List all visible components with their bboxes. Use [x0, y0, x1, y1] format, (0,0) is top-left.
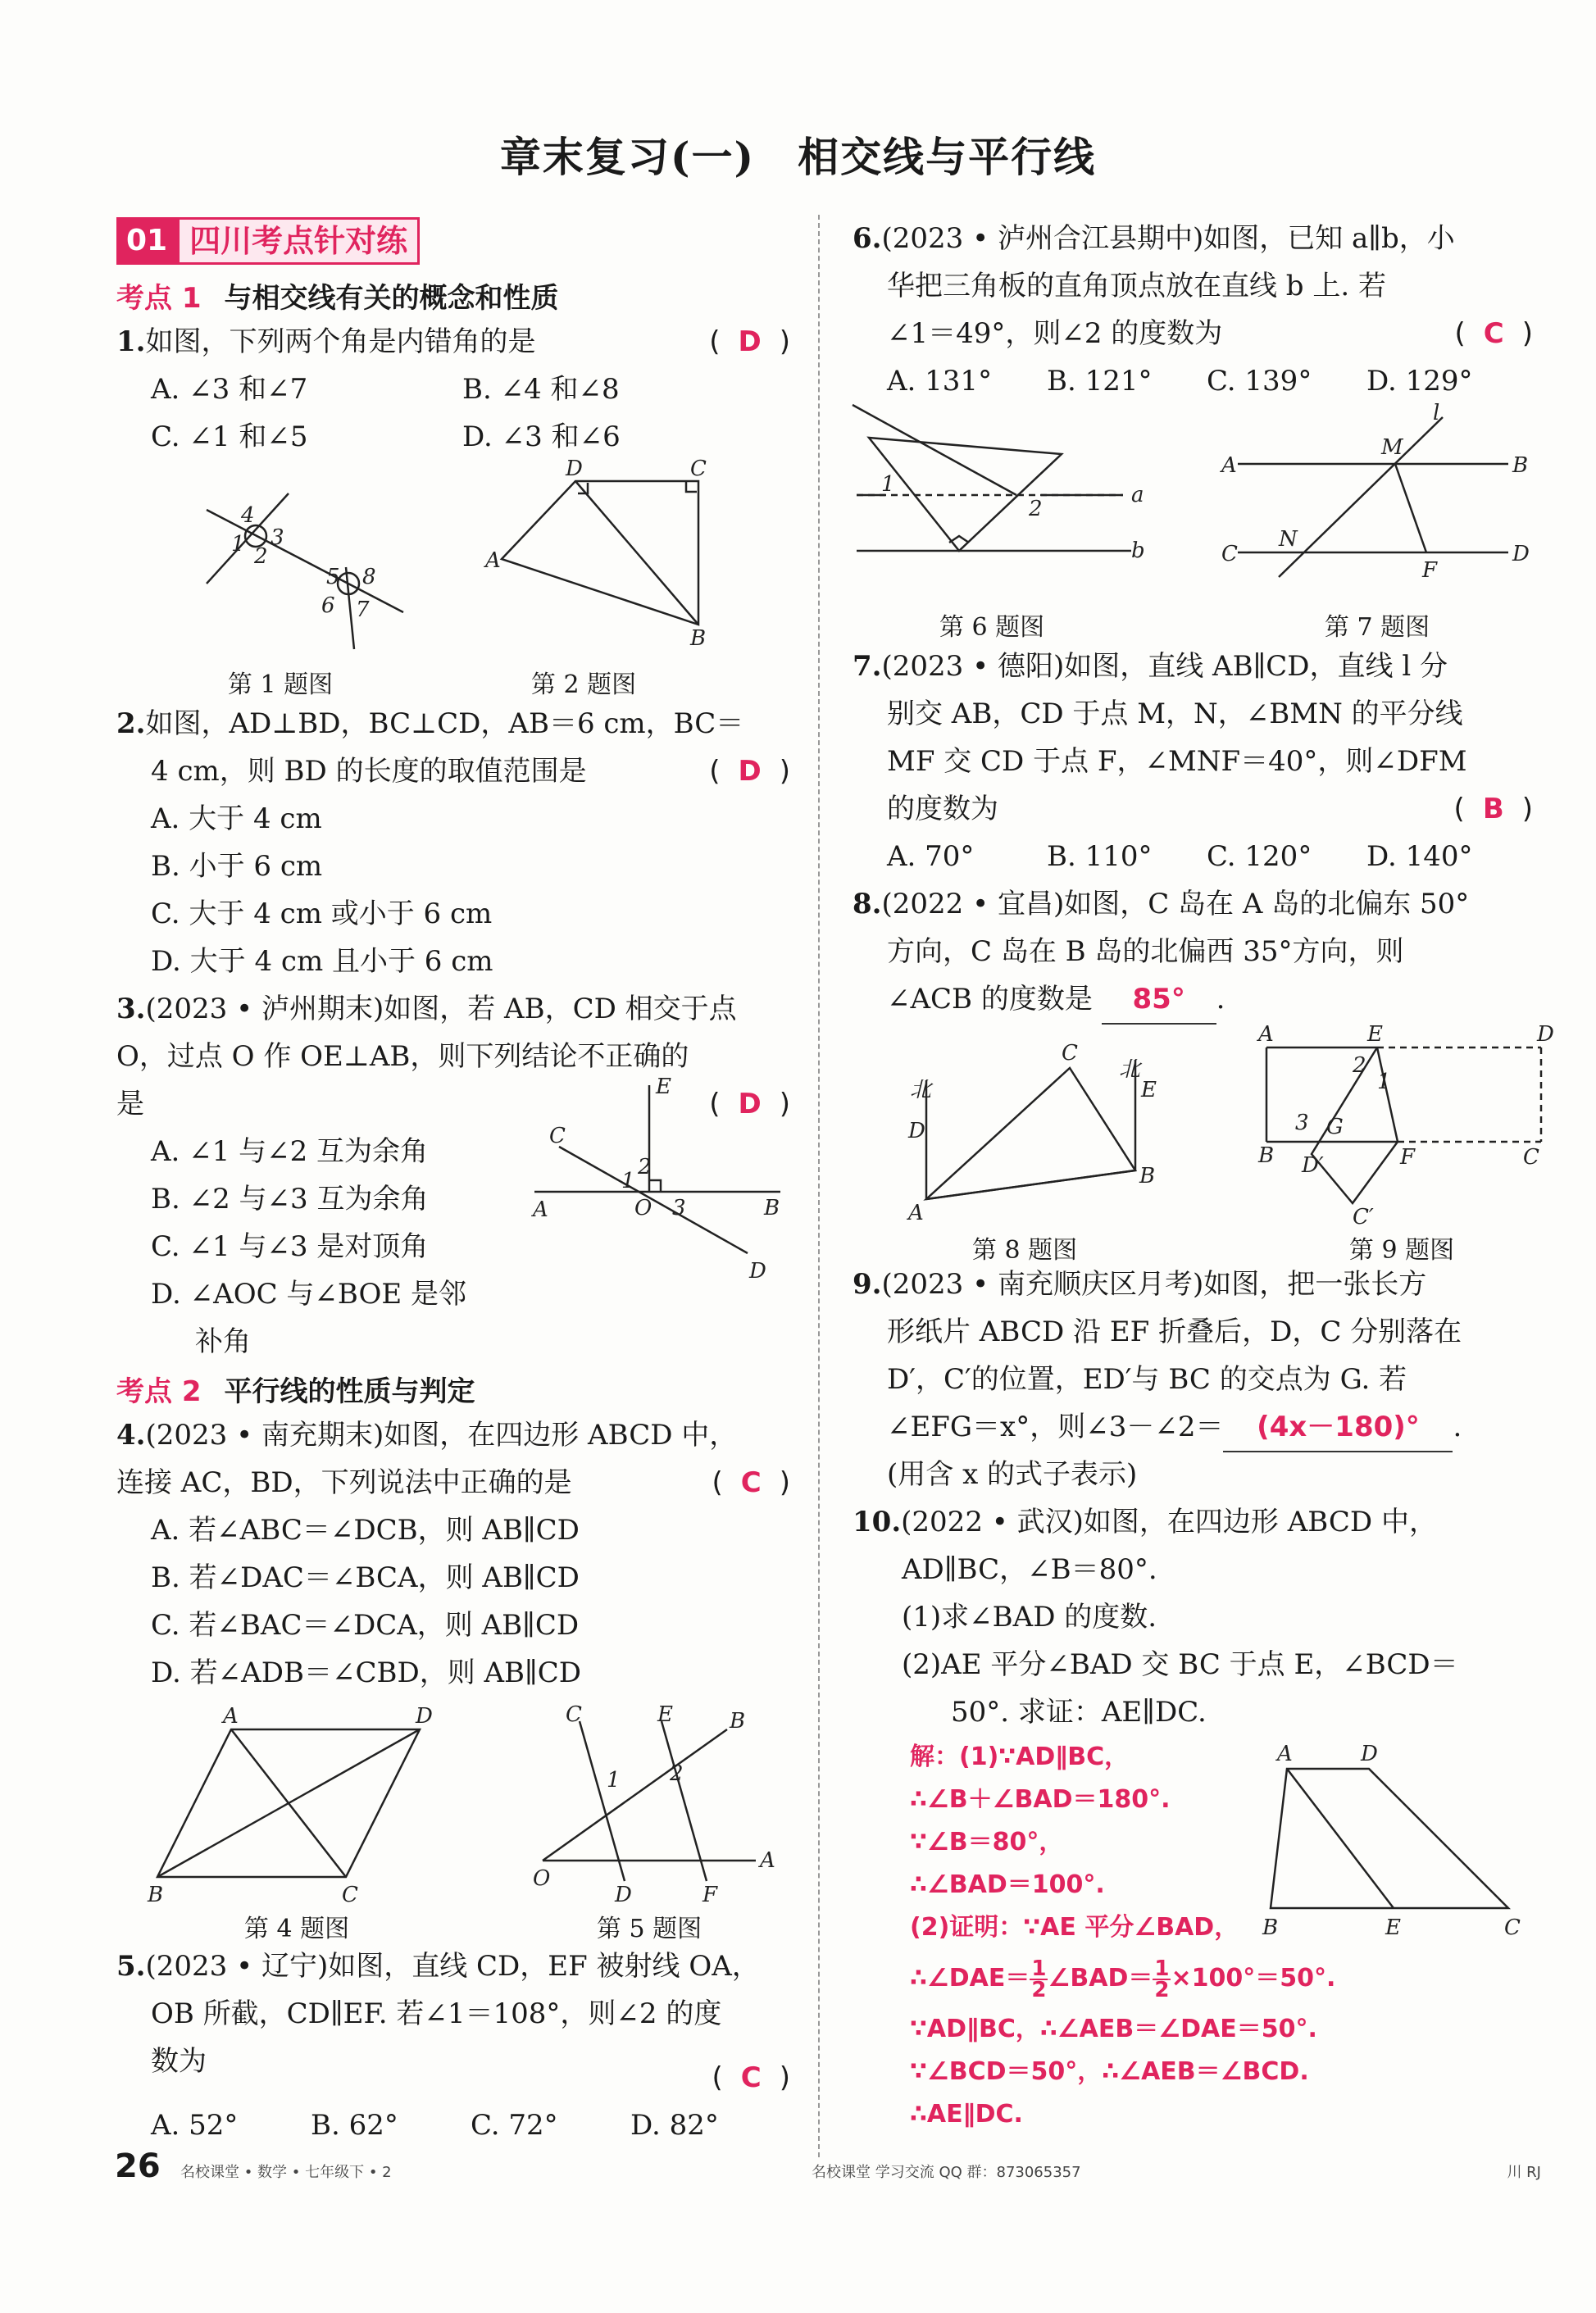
svg-text:D′: D′: [1302, 1153, 1324, 1178]
svg-text:C: C: [1504, 1915, 1521, 1940]
q2-line1: 2.如图，AD⊥BD，BC⊥CD，AB＝6 cm，BC＝: [116, 707, 744, 740]
q3-line1: 3.(2023 • 泸州期末)如图，若 AB，CD 相交于点: [116, 993, 737, 1025]
svg-text:8: 8: [362, 565, 376, 589]
q6-line2: 华把三角板的直角顶点放在直线 b 上. 若: [887, 270, 1386, 302]
svg-text:2: 2: [1029, 497, 1043, 521]
svg-text:F: F: [703, 1883, 718, 1907]
q3-line2: O，过点 O 作 OE⊥AB，则下列结论不正确的: [116, 1040, 689, 1073]
fig6-caption: 第 6 题图: [939, 613, 1045, 642]
fig9-caption: 第 9 题图: [1348, 1236, 1455, 1265]
svg-text:B: B: [1139, 1164, 1156, 1188]
section-number: 01: [116, 217, 177, 265]
q8-line3: ∠ACB 的度数是 85° .: [853, 975, 1533, 1023]
q4-option-c: C. 若∠BAC＝∠DCA，则 AB∥CD: [151, 1609, 580, 1642]
svg-text:D: D: [615, 1883, 632, 1907]
svg-text:a: a: [1131, 483, 1144, 507]
svg-text:E: E: [656, 1075, 671, 1099]
q6-line1: 6.(2023 • 泸州合江县期中)如图，已知 a∥b，小: [853, 222, 1455, 255]
kaodian-2-heading: 考点 2 平行线的性质与判定: [116, 1375, 475, 1408]
fig7-caption: 第 7 题图: [1324, 613, 1430, 642]
q8-line2: 方向，C 岛在 B 岛的北偏西 35°方向，则: [887, 935, 1404, 968]
svg-text:D: D: [1361, 1742, 1378, 1766]
svg-text:1: 1: [607, 1768, 621, 1793]
svg-text:B: B: [1258, 1143, 1275, 1168]
svg-text:E: E: [1141, 1078, 1157, 1102]
solution-line-5: (2)证明：∵AE 平分∠BAD，: [910, 1913, 1239, 1942]
q1-options-row2: C. ∠1 和∠5 D. ∠3 和∠6: [151, 420, 621, 453]
page-title: 章末复习(一) 相交线与平行线: [499, 133, 1097, 181]
q5-options: A. 52° B. 62° C. 72° D. 82°: [151, 2109, 719, 2142]
q3-line3: 是 ( D ): [116, 1080, 790, 1128]
svg-text:F: F: [1400, 1145, 1416, 1170]
q5-line1: 5.(2023 • 辽宁)如图，直线 CD，EF 被射线 OA，: [116, 1950, 760, 1983]
figure-q1: [116, 457, 790, 666]
section-header: [116, 215, 790, 267]
solution-line-1: 解：(1)∵AD∥BC，: [910, 1743, 1130, 1771]
q4-answer: ( C ): [712, 1466, 790, 1499]
figure-q10: [1262, 1744, 1533, 1941]
q1-options-row1: A. ∠3 和∠7 B. ∠4 和∠8: [151, 373, 620, 406]
svg-text:A: A: [760, 1848, 775, 1873]
fig1-caption: 第 1 题图: [227, 670, 334, 699]
q5-line3: 数为: [151, 2045, 207, 2078]
q9-line1: 9.(2023 • 南充顺庆区月考)如图，把一张长方: [853, 1268, 1427, 1301]
q7-line1: 7.(2023 • 德阳)如图，直线 AB∥CD，直线 l 分: [853, 650, 1448, 683]
q3-option-b: B. ∠2 与∠3 互为余角: [151, 1183, 429, 1216]
fig5-caption: 第 5 题图: [596, 1915, 703, 1943]
page-footer: [115, 2147, 1541, 2188]
figure-row-6-7: [853, 401, 1533, 643]
q10-line2: AD∥BC，∠B＝80°.: [902, 1553, 1157, 1586]
q6-line3: ∠1＝49°，则∠2 的度数为 ( C ): [853, 310, 1533, 357]
q7-options: A. 70° B. 110° C. 120° D. 140°: [887, 840, 1473, 873]
q7-line4: 的度数为 ( B ): [853, 785, 1533, 833]
svg-text:A: A: [908, 1201, 924, 1225]
figure-q3: [534, 1077, 797, 1298]
svg-text:C: C: [690, 457, 707, 481]
svg-text:l: l: [1433, 401, 1440, 425]
q2-option-c: C. 大于 4 cm 或小于 6 cm: [151, 897, 493, 930]
svg-text:C: C: [566, 1702, 582, 1727]
svg-text:6: 6: [321, 593, 335, 618]
solution-line-7: ∵AD∥BC，∴∠AEB＝∠DAE＝50°.: [910, 2015, 1317, 2043]
svg-text:O: O: [634, 1196, 652, 1220]
q6-answer: ( C ): [1454, 317, 1533, 350]
svg-text:E: E: [1367, 1022, 1383, 1047]
svg-text:A: A: [485, 548, 501, 573]
q8-line1: 8.(2022 • 宜昌)如图，C 岛在 A 岛的北偏东 50°: [853, 888, 1470, 920]
svg-text:D: D: [908, 1119, 925, 1143]
q2-line2: 4 cm，则 BD 的长度的取值范围是 ( D ): [116, 748, 790, 795]
svg-text:3: 3: [672, 1196, 686, 1220]
figure-q8-q9: [853, 1022, 1554, 1229]
svg-text:N: N: [1279, 527, 1298, 552]
svg-text:C: C: [342, 1883, 358, 1907]
solution-line-6: ∴∠DAE＝ $\frac{1}{2}$ ∠BAD＝ $\frac{1}{2}$ ×100°＝50°.: [910, 1956, 1336, 2002]
svg-text:G: G: [1326, 1115, 1344, 1139]
svg-text:F: F: [1422, 558, 1438, 583]
svg-text:C′: C′: [1353, 1205, 1374, 1229]
svg-text:A: A: [533, 1197, 548, 1222]
q6-options: A. 131° B. 121° C. 139° D. 129°: [887, 365, 1473, 398]
edition-tag: 川 RJ: [1507, 2164, 1541, 2181]
svg-text:1: 1: [881, 472, 895, 497]
svg-text:B: B: [1262, 1915, 1279, 1940]
q3-answer: ( D ): [709, 1088, 790, 1120]
q4-option-b: B. 若∠DAC＝∠BCA，则 AB∥CD: [151, 1561, 580, 1594]
fig2-caption: 第 2 题图: [530, 670, 637, 699]
svg-text:D: D: [1512, 542, 1530, 566]
svg-text:5: 5: [326, 565, 340, 589]
svg-text:A: A: [223, 1704, 239, 1729]
svg-text:b: b: [1131, 538, 1145, 563]
svg-text:A: A: [1277, 1742, 1293, 1766]
svg-text:E: E: [657, 1702, 673, 1727]
svg-text:7: 7: [356, 598, 370, 622]
svg-text:B: B: [148, 1883, 164, 1907]
q4-line2: 连接 AC，BD，下列说法中正确的是 ( C ): [116, 1459, 790, 1506]
figure-row-8-9: [853, 1022, 1554, 1265]
svg-text:O: O: [533, 1866, 551, 1891]
svg-text:1: 1: [1377, 1070, 1391, 1094]
svg-text:C: C: [549, 1124, 566, 1148]
q9-answer: (4x－180)°: [1223, 1403, 1453, 1452]
solution-line-3: ∵∠B＝80°，: [910, 1828, 1064, 1856]
svg-text:C: C: [1523, 1145, 1539, 1170]
svg-text:2: 2: [1353, 1053, 1366, 1078]
svg-text:A: A: [1221, 453, 1237, 478]
q7-line2: 别交 AB，CD 于点 M，N，∠BMN 的平分线: [887, 698, 1463, 730]
svg-text:A: A: [1258, 1022, 1274, 1047]
q10-line1: 10.(2022 • 武汉)如图，在四边形 ABCD 中，: [853, 1506, 1437, 1538]
q9-line5: (用含 x 的式子表示): [887, 1458, 1138, 1491]
svg-text:D: D: [416, 1704, 433, 1729]
q5-answer: ( C ): [712, 2061, 790, 2094]
svg-text:C: C: [1062, 1041, 1078, 1066]
q7-line3: MF 交 CD 于点 F，∠MNF＝40°，则∠DFM: [887, 745, 1467, 778]
svg-text:1: 1: [231, 532, 245, 557]
q8-answer: 85°: [1102, 975, 1216, 1025]
svg-text:E: E: [1385, 1915, 1401, 1940]
svg-text:3: 3: [271, 525, 284, 550]
q10-part2b: 50°. 求证：AE∥DC.: [951, 1696, 1207, 1729]
svg-text:D: D: [566, 457, 583, 481]
q1-answer: ( D ): [709, 325, 790, 358]
svg-text:C: C: [1221, 542, 1238, 566]
svg-text:1: 1: [621, 1169, 635, 1193]
solution-line-8: ∵∠BCD＝50°，∴∠AEB＝∠BCD.: [910, 2057, 1309, 2086]
svg-text:B: B: [1512, 453, 1529, 478]
q10-part1: (1)求∠BAD 的度数.: [902, 1601, 1157, 1634]
svg-text:B: B: [690, 626, 707, 651]
column-divider: [818, 215, 820, 2157]
solution-line-2: ∴∠B＋∠BAD＝180°.: [910, 1785, 1171, 1814]
svg-text:B: B: [764, 1196, 780, 1220]
q10-solution-block: [853, 1736, 1533, 2195]
q4-option-d: D. 若∠ADB＝∠CBD，则 AB∥CD: [151, 1656, 582, 1689]
kaodian-1-heading: 考点 1 与相交线有关的概念和性质: [116, 281, 559, 315]
page-number: 26: [115, 2147, 161, 2185]
solution-line-9: ∴AE∥DC.: [910, 2100, 1023, 2129]
svg-text:2: 2: [254, 544, 268, 569]
solution-line-4: ∴∠BAD＝100°.: [910, 1870, 1105, 1899]
figure-row-1-2: [116, 457, 790, 700]
figure-q4-q5: [116, 1702, 790, 1910]
figure-q6-q7: [853, 401, 1533, 602]
svg-text:4: 4: [241, 503, 255, 528]
qq-group: 名校课堂 学习交流 QQ 群：873065357: [812, 2164, 1081, 2181]
svg-text:D: D: [749, 1259, 766, 1284]
fig8-caption: 第 8 题图: [971, 1236, 1078, 1265]
book-info: 名校课堂 • 数学 • 七年级下 • 2: [180, 2164, 392, 2181]
svg-text:2: 2: [670, 1761, 684, 1786]
q2-answer: ( D ): [709, 755, 790, 788]
q1-stem: 1.如图，下列两个角是内错角的是 ( D ): [116, 318, 790, 366]
q9-line3: D′，C′的位置，ED′与 BC 的交点为 G. 若: [887, 1363, 1407, 1396]
svg-text:北: 北: [910, 1078, 932, 1102]
q3-option-c: C. ∠1 与∠3 是对顶角: [151, 1230, 429, 1263]
svg-text:M: M: [1381, 435, 1403, 460]
svg-text:D: D: [1537, 1022, 1554, 1047]
q2-option-b: B. 小于 6 cm: [151, 850, 323, 883]
q3-option-a: A. ∠1 与∠2 互为余角: [151, 1135, 429, 1168]
svg-text:3: 3: [1295, 1111, 1309, 1135]
left-column: [116, 215, 790, 2149]
q3-option-d-cont: 补角: [195, 1325, 251, 1358]
figure-row-4-5: [116, 1697, 790, 1943]
q5-line2: OB 所截，CD∥EF. 若∠1＝108°，则∠2 的度: [151, 1997, 722, 2030]
svg-text:B: B: [730, 1709, 746, 1734]
fig4-caption: 第 4 题图: [243, 1915, 350, 1943]
right-column: [853, 215, 1554, 2195]
q2-option-d: D. 大于 4 cm 且小于 6 cm: [151, 945, 493, 978]
q10-part2a: (2)AE 平分∠BAD 交 BC 于点 E，∠BCD＝: [902, 1648, 1458, 1681]
q2-option-a: A. 大于 4 cm: [151, 802, 322, 835]
svg-text:2: 2: [638, 1155, 652, 1179]
q3-option-d: D. ∠AOC 与∠BOE 是邻: [151, 1278, 467, 1311]
q4-option-a: A. 若∠ABC＝∠DCB，则 AB∥CD: [151, 1514, 580, 1547]
section-name: 四川考点针对练: [177, 217, 420, 265]
q9-line4: ∠EFG＝x°，则∠3－∠2＝ (4x－180)° .: [853, 1403, 1533, 1451]
q4-line1: 4.(2023 • 南充期末)如图，在四边形 ABCD 中，: [116, 1419, 738, 1452]
q7-answer: ( B ): [1453, 793, 1533, 825]
q9-line2: 形纸片 ABCD 沿 EF 折叠后，D，C 分别落在: [887, 1316, 1462, 1348]
svg-text:北: 北: [1119, 1057, 1141, 1082]
